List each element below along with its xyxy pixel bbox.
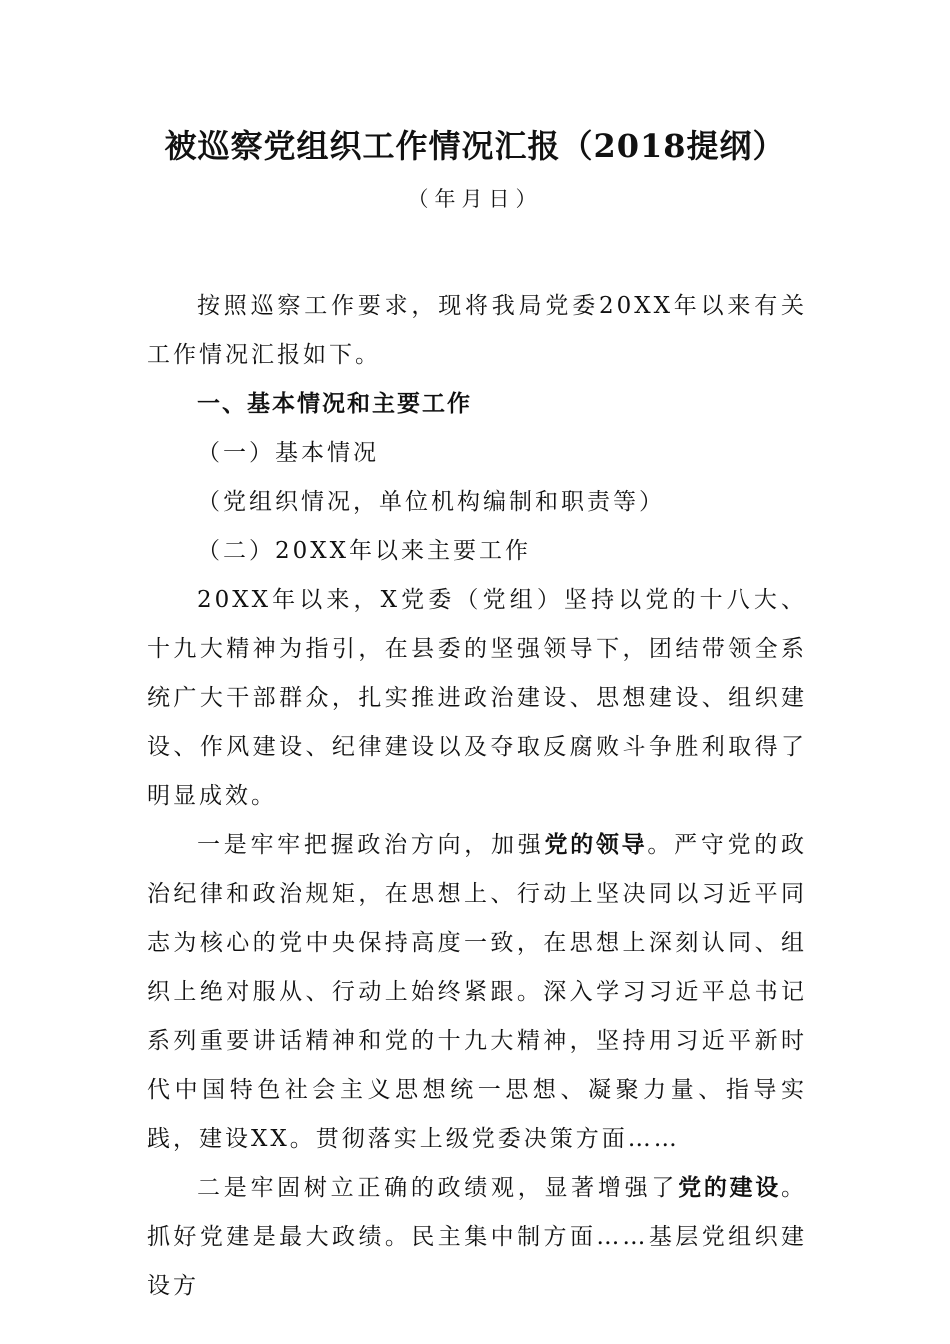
point-one-paragraph: [147, 821, 807, 1164]
document-body: [147, 282, 807, 1311]
point-one-text-b: 。严守党的政治纪律和政治规矩，在思想上、行动上坚决同以习近平同志为核心的党中央保持高度一致，在思想上深刻认同、组织上绝对服从、行动上始终紧跟。深入学习习近平总书记系列重要讲话精神和党的十九大精神，坚持用习近平新时代中国特色社会主义思想统一思想、凝聚力量、指导实践，建设XX。贯彻落实上级党委决策方面……: [147, 832, 808, 1152]
subsection-heading-work: （二）20XX年以来主要工作: [197, 538, 532, 564]
intro-paragraph: 按照巡察工作要求，现将我局党委20XX年以来有关工作情况汇报如下。: [147, 293, 807, 368]
point-two-text-b: 。抓好党建是最大政绩。民主集中制方面……基层党组织建设方: [147, 1175, 808, 1299]
point-one-emphasis: 党的领导: [544, 832, 648, 858]
subsection-note: （党组织情况，单位机构编制和职责等）: [197, 489, 665, 515]
point-one-text-a: 一是牢牢把握政治方向，加强: [197, 832, 545, 858]
document-title: 被巡察党组织工作情况汇报（2018提纲）: [164, 127, 786, 165]
section-heading: 一、基本情况和主要工作: [197, 391, 472, 417]
point-two-text-a: 二是牢固树立正确的政绩观，显著增强了: [197, 1175, 679, 1201]
subsection-heading-basic: （一）基本情况: [197, 440, 379, 466]
point-two-paragraph: [147, 1164, 807, 1311]
main-work-paragraph: 20XX年以来，X党委（党组）坚持以党的十八大、十九大精神为指引，在县委的坚强领导下，团结带领全系统广大干部群众，扎实推进政治建设、思想建设、组织建设、作风建设、纪律建设以及夺取反腐败斗争胜利取得了明显成效。: [147, 587, 807, 809]
point-two-emphasis: 党的建设: [678, 1175, 782, 1201]
date-line: （年月日）: [407, 187, 543, 211]
